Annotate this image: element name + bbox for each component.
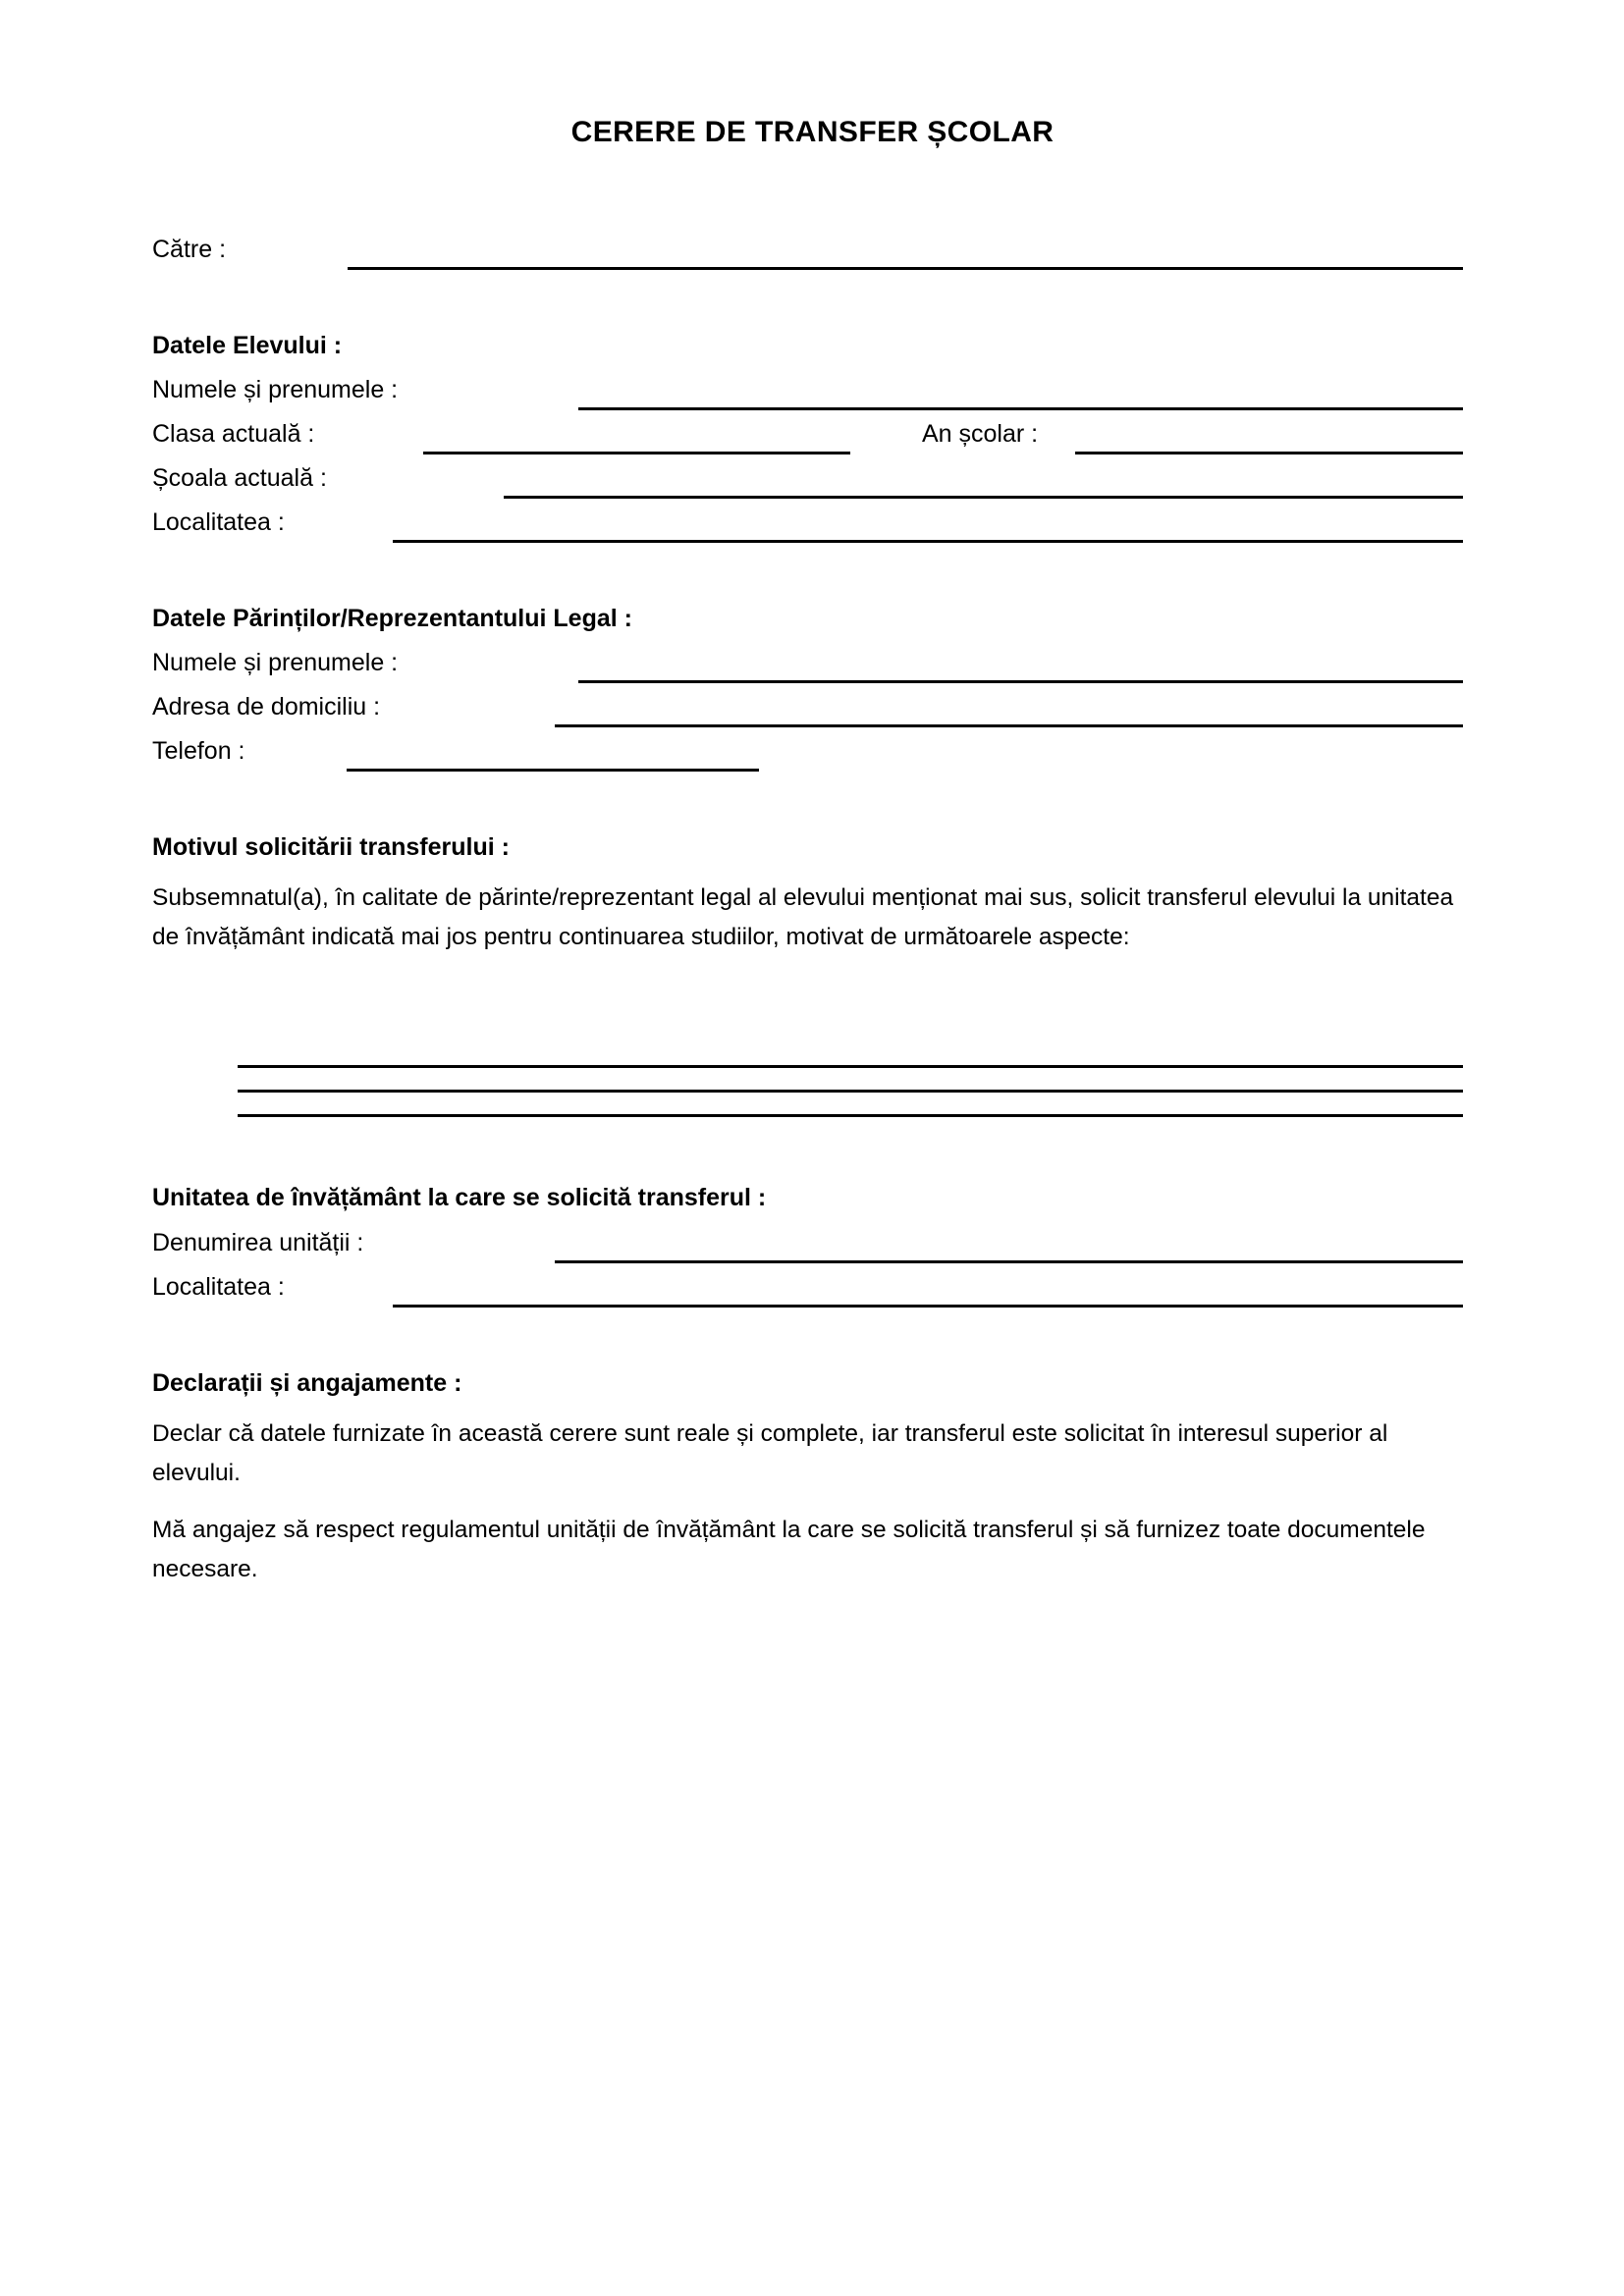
school-year-input-rule[interactable] xyxy=(1075,452,1463,454)
student-class-input-rule[interactable] xyxy=(423,452,850,454)
parent-address-label: Adresa de domiciliu : xyxy=(152,693,381,721)
school-year-label: An școlar : xyxy=(922,420,1039,448)
student-locality-input-rule[interactable] xyxy=(393,540,1463,543)
parent-phone-input-rule[interactable] xyxy=(347,769,759,772)
destination-unit-name-label: Denumirea unității : xyxy=(152,1229,364,1256)
parent-address-input-rule[interactable] xyxy=(555,724,1463,727)
student-name-input-rule[interactable] xyxy=(578,407,1463,410)
current-school-input-rule[interactable] xyxy=(504,496,1463,499)
page-title: CERERE DE TRANSFER ȘCOLAR xyxy=(570,116,1055,148)
student-locality-label: Localitatea : xyxy=(152,508,285,536)
declarations-paragraph-2: Mă angajez să respect regulamentul unității de învățământ la care se solicită transferul și să furnizez toate documentele necesare. xyxy=(152,1517,1426,1582)
reason-blank-line-1[interactable] xyxy=(238,1065,1463,1068)
destination-unit-name-input-rule[interactable] xyxy=(555,1260,1463,1263)
parent-section-heading: Datele Părinților/Reprezentantului Legal : xyxy=(152,605,632,632)
destination-locality-label: Localitatea : xyxy=(152,1273,285,1301)
reason-section-heading: Motivul solicitării transferului : xyxy=(152,833,510,861)
addressee-input-rule[interactable] xyxy=(348,267,1463,270)
parent-name-input-rule[interactable] xyxy=(578,680,1463,683)
parent-phone-label: Telefon : xyxy=(152,737,245,765)
student-section-heading: Datele Elevului : xyxy=(152,332,343,359)
declarations-section-heading: Declarații și angajamente : xyxy=(152,1369,462,1397)
destination-locality-input-rule[interactable] xyxy=(393,1305,1463,1308)
student-class-label: Clasa actuală : xyxy=(152,420,315,448)
reason-paragraph: Subsemnatul(a), în calitate de părinte/reprezentant legal al elevului menționat mai sus, solicit transferul elevului la unitatea de învățământ indicată mai jos pentru continuarea studiilor, motivat de următoarele aspecte: xyxy=(152,884,1454,950)
destination-section-heading: Unitatea de învățământ la care se solicită transferul : xyxy=(152,1184,767,1211)
current-school-label: Școala actuală : xyxy=(152,464,327,492)
parent-name-label: Numele și prenumele : xyxy=(152,649,399,676)
reason-blank-line-3[interactable] xyxy=(238,1114,1463,1117)
addressee-label: Către : xyxy=(152,236,227,263)
declarations-paragraph-1: Declar că datele furnizate în această cerere sunt reale și complete, iar transferul este solicitat în interesul superior al elevului. xyxy=(152,1420,1388,1486)
student-name-label: Numele și prenumele : xyxy=(152,376,399,403)
reason-blank-line-2[interactable] xyxy=(238,1090,1463,1093)
